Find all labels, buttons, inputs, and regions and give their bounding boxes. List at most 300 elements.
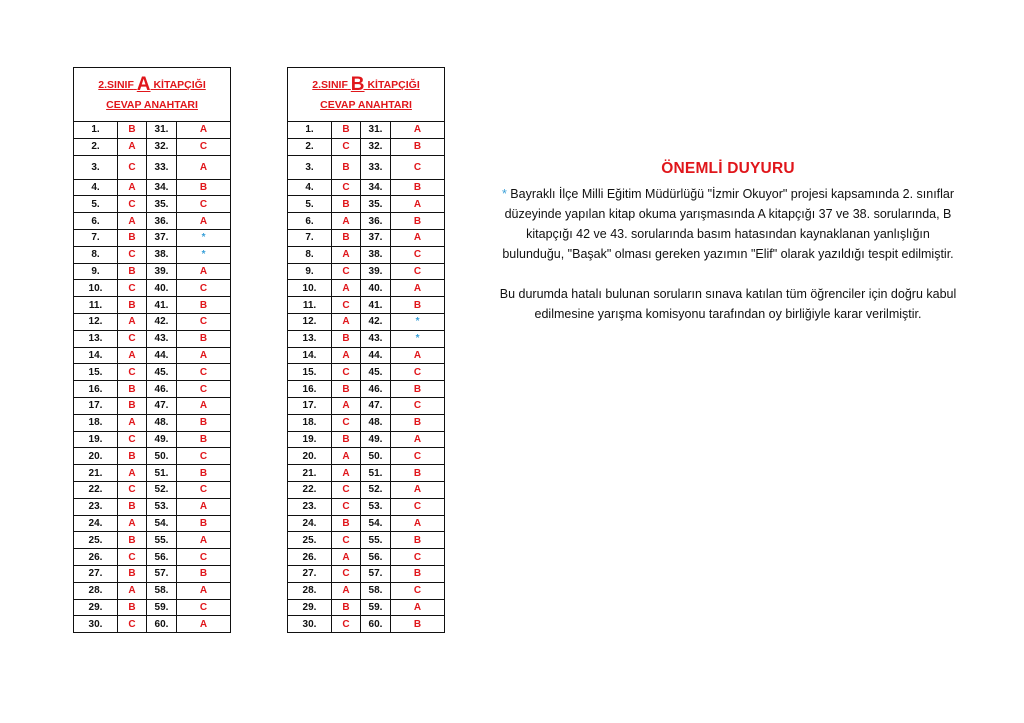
answer-letter: A — [391, 122, 445, 139]
answer-key-a-row — [74, 263, 231, 280]
answer-letter: A — [177, 155, 231, 179]
answer-letter: C — [177, 364, 231, 381]
answer-key-b-title: 2.SINIF B KİTAPÇIĞI — [312, 73, 420, 95]
answer-key-a-row — [74, 313, 231, 330]
question-number: 24. — [288, 515, 332, 532]
question-number: 40. — [147, 280, 177, 297]
answer-letter: C — [118, 155, 147, 179]
question-number: 55. — [361, 532, 391, 549]
notice-paragraph-2: Bu durumda hatalı bulunan soruların sınava katılan tüm öğrenciler için doğru kabul edilmesine yarışma komisyonu tarafından oy birliğiyle karar verilmiştir. — [499, 287, 957, 321]
question-number: 40. — [361, 280, 391, 297]
question-number: 46. — [361, 381, 391, 398]
question-number: 12. — [288, 313, 332, 330]
question-number: 60. — [147, 616, 177, 633]
question-number: 20. — [288, 448, 332, 465]
question-number: 41. — [147, 297, 177, 314]
question-number: 59. — [147, 599, 177, 616]
answer-letter: B — [332, 599, 361, 616]
answer-letter: B — [391, 616, 445, 633]
question-number: 17. — [288, 397, 332, 414]
answer-letter: B — [118, 599, 147, 616]
answer-letter: A — [177, 498, 231, 515]
answer-key-b-row — [288, 364, 445, 381]
question-number: 43. — [361, 330, 391, 347]
question-number: 5. — [288, 196, 332, 213]
question-number: 6. — [288, 213, 332, 230]
answer-letter: C — [332, 616, 361, 633]
answer-letter: A — [177, 263, 231, 280]
answer-letter: C — [391, 582, 445, 599]
answer-letter: B — [177, 330, 231, 347]
question-number: 20. — [74, 448, 118, 465]
answer-key-a-row — [74, 297, 231, 314]
answer-letter: C — [118, 330, 147, 347]
question-number: 34. — [147, 179, 177, 196]
answer-letter: C — [118, 280, 147, 297]
question-number: 25. — [74, 532, 118, 549]
question-number: 2. — [288, 138, 332, 155]
answer-letter: A — [332, 347, 361, 364]
answer-letter: A — [118, 347, 147, 364]
answer-letter: B — [332, 196, 361, 213]
question-number: 23. — [288, 498, 332, 515]
answer-letter: B — [391, 179, 445, 196]
question-number: 44. — [361, 347, 391, 364]
answer-key-b-row — [288, 532, 445, 549]
answer-letter: B — [118, 532, 147, 549]
answer-key-a-row — [74, 246, 231, 263]
answer-letter: C — [118, 481, 147, 498]
answer-key-b-row — [288, 582, 445, 599]
question-number: 36. — [361, 213, 391, 230]
answer-key-a-row — [74, 122, 231, 139]
question-number: 31. — [147, 122, 177, 139]
answer-key-b-row — [288, 138, 445, 155]
question-number: 39. — [147, 263, 177, 280]
answer-letter: B — [391, 465, 445, 482]
answer-letter: B — [332, 155, 361, 179]
answer-letter: B — [177, 297, 231, 314]
answer-letter: A — [332, 313, 361, 330]
question-number: 58. — [361, 582, 391, 599]
answer-letter: B — [118, 122, 147, 139]
question-number: 4. — [74, 179, 118, 196]
question-number: 60. — [361, 616, 391, 633]
question-number: 46. — [147, 381, 177, 398]
answer-key-a-row — [74, 616, 231, 633]
answer-letter: A — [118, 313, 147, 330]
answer-letter: * — [177, 229, 231, 246]
answer-key-a-row — [74, 599, 231, 616]
answer-letter: C — [177, 138, 231, 155]
question-number: 24. — [74, 515, 118, 532]
answer-letter: C — [332, 565, 361, 582]
answer-letter: C — [118, 616, 147, 633]
answer-letter: B — [177, 565, 231, 582]
asterisk-marker: * — [501, 187, 507, 201]
answer-letter: A — [391, 280, 445, 297]
answer-letter: A — [391, 196, 445, 213]
answer-letter: A — [177, 213, 231, 230]
answer-key-b-row — [288, 196, 445, 213]
question-number: 4. — [288, 179, 332, 196]
question-number: 59. — [361, 599, 391, 616]
answer-key-b-row — [288, 397, 445, 414]
answer-letter: B — [332, 330, 361, 347]
answer-letter: B — [332, 381, 361, 398]
question-number: 39. — [361, 263, 391, 280]
question-number: 19. — [288, 431, 332, 448]
question-number: 7. — [74, 229, 118, 246]
answer-key-a-row — [74, 179, 231, 196]
answer-letter: B — [118, 229, 147, 246]
question-number: 29. — [288, 599, 332, 616]
answer-letter: B — [391, 213, 445, 230]
answer-letter: C — [118, 431, 147, 448]
answer-letter: * — [391, 330, 445, 347]
question-number: 33. — [147, 155, 177, 179]
question-number: 9. — [74, 263, 118, 280]
question-number: 30. — [288, 616, 332, 633]
question-number: 8. — [74, 246, 118, 263]
answer-letter: A — [332, 448, 361, 465]
question-number: 44. — [147, 347, 177, 364]
answer-key-b-row — [288, 565, 445, 582]
answer-key-a-row — [74, 229, 231, 246]
answer-letter: A — [177, 347, 231, 364]
question-number: 53. — [361, 498, 391, 515]
answer-letter: A — [118, 138, 147, 155]
answer-letter: C — [332, 481, 361, 498]
answer-letter: B — [177, 465, 231, 482]
question-number: 12. — [74, 313, 118, 330]
answer-letter: B — [332, 431, 361, 448]
answer-letter: A — [332, 280, 361, 297]
answer-key-a-header — [74, 68, 231, 122]
answer-letter: B — [391, 565, 445, 582]
question-number: 48. — [361, 414, 391, 431]
question-number: 47. — [147, 397, 177, 414]
answer-letter: A — [177, 122, 231, 139]
question-number: 28. — [74, 582, 118, 599]
answer-letter: A — [391, 515, 445, 532]
question-number: 21. — [288, 465, 332, 482]
answer-key-b-subtitle: CEVAP ANAHTARI — [320, 98, 412, 111]
answer-letter: C — [391, 263, 445, 280]
answer-key-b-row — [288, 213, 445, 230]
question-number: 47. — [361, 397, 391, 414]
question-number: 42. — [361, 313, 391, 330]
answer-letter: C — [332, 498, 361, 515]
question-number: 56. — [147, 549, 177, 566]
answer-letter: * — [391, 313, 445, 330]
answer-letter: B — [118, 498, 147, 515]
answer-key-b-row — [288, 448, 445, 465]
answer-key-b-row — [288, 179, 445, 196]
answer-key-a-row — [74, 448, 231, 465]
question-number: 51. — [361, 465, 391, 482]
question-number: 19. — [74, 431, 118, 448]
answer-key-a-row — [74, 138, 231, 155]
question-number: 58. — [147, 582, 177, 599]
answer-letter: C — [118, 196, 147, 213]
answer-letter: C — [118, 246, 147, 263]
answer-letter: B — [391, 532, 445, 549]
question-number: 13. — [288, 330, 332, 347]
question-number: 26. — [288, 549, 332, 566]
question-number: 10. — [74, 280, 118, 297]
question-number: 18. — [288, 414, 332, 431]
answer-key-b-row — [288, 465, 445, 482]
answer-letter: C — [391, 155, 445, 179]
answer-letter: A — [118, 179, 147, 196]
answer-key-a-row — [74, 280, 231, 297]
answer-key-b-row — [288, 122, 445, 139]
question-number: 51. — [147, 465, 177, 482]
question-number: 32. — [361, 138, 391, 155]
answer-letter: B — [391, 414, 445, 431]
answer-key-b-row — [288, 414, 445, 431]
answer-key-a-row — [74, 330, 231, 347]
question-number: 26. — [74, 549, 118, 566]
answer-letter: C — [391, 364, 445, 381]
question-number: 41. — [361, 297, 391, 314]
question-number: 6. — [74, 213, 118, 230]
answer-key-b-row — [288, 263, 445, 280]
answer-letter: B — [332, 515, 361, 532]
question-number: 34. — [361, 179, 391, 196]
answer-letter: C — [332, 532, 361, 549]
answer-letter: A — [118, 515, 147, 532]
answer-key-a-row — [74, 414, 231, 431]
answer-key-a-row — [74, 213, 231, 230]
question-number: 54. — [147, 515, 177, 532]
question-number: 52. — [361, 481, 391, 498]
answer-key-a-row — [74, 532, 231, 549]
answer-key-a-row — [74, 515, 231, 532]
answer-letter: A — [118, 465, 147, 482]
answer-letter: B — [118, 448, 147, 465]
question-number: 38. — [361, 246, 391, 263]
important-notice — [498, 160, 958, 324]
answer-letter: A — [118, 213, 147, 230]
answer-letter: C — [177, 599, 231, 616]
question-number: 36. — [147, 213, 177, 230]
notice-paragraph-1-text: Bayraklı İlçe Milli Eğitim Müdürlüğü "İzmir Okuyor" projesi kapsamında 2. sınıflar düzeyinde yapılan kitap okuma yarışmasında A kitapçığı 37 ve 38. sorularında, B kitapçığı 42 ve 43. sorularında basım hatasından kaynaklanan yanlışlığın bulunduğu, "Başak" olması gereken yazımın "Elif" olarak yazıldığı tespit edilmiştir. — [502, 187, 955, 261]
answer-letter: B — [332, 122, 361, 139]
answer-letter: C — [332, 414, 361, 431]
answer-key-a-row — [74, 465, 231, 482]
answer-key-b-row — [288, 498, 445, 515]
question-number: 9. — [288, 263, 332, 280]
answer-key-a-row — [74, 498, 231, 515]
answer-key-b-row — [288, 381, 445, 398]
answer-letter: A — [332, 549, 361, 566]
answer-key-b-header — [288, 68, 445, 122]
question-number: 37. — [361, 229, 391, 246]
question-number: 16. — [74, 381, 118, 398]
answer-letter: A — [118, 414, 147, 431]
answer-letter: B — [118, 263, 147, 280]
answer-key-a-row — [74, 549, 231, 566]
question-number: 11. — [288, 297, 332, 314]
question-number: 14. — [74, 347, 118, 364]
answer-letter: * — [177, 246, 231, 263]
answer-key-a-row — [74, 431, 231, 448]
question-number: 43. — [147, 330, 177, 347]
question-number: 33. — [361, 155, 391, 179]
answer-letter: B — [391, 297, 445, 314]
answer-letter: A — [391, 481, 445, 498]
answer-letter: C — [118, 364, 147, 381]
question-number: 27. — [288, 565, 332, 582]
answer-letter: C — [332, 297, 361, 314]
question-number: 53. — [147, 498, 177, 515]
question-number: 2. — [74, 138, 118, 155]
question-number: 5. — [74, 196, 118, 213]
question-number: 22. — [288, 481, 332, 498]
answer-letter: C — [391, 397, 445, 414]
answer-key-a-row — [74, 397, 231, 414]
question-number: 56. — [361, 549, 391, 566]
question-number: 52. — [147, 481, 177, 498]
answer-letter: C — [177, 481, 231, 498]
question-number: 50. — [361, 448, 391, 465]
question-number: 14. — [288, 347, 332, 364]
answer-key-b-row — [288, 297, 445, 314]
question-number: 49. — [147, 431, 177, 448]
answer-key-a-row — [74, 364, 231, 381]
answer-letter: A — [391, 229, 445, 246]
answer-key-a-row — [74, 381, 231, 398]
answer-letter: C — [391, 246, 445, 263]
question-number: 45. — [147, 364, 177, 381]
answer-letter: A — [177, 532, 231, 549]
answer-key-a-row — [74, 196, 231, 213]
question-number: 1. — [288, 122, 332, 139]
question-number: 18. — [74, 414, 118, 431]
question-number: 3. — [74, 155, 118, 179]
question-number: 25. — [288, 532, 332, 549]
answer-letter: B — [391, 138, 445, 155]
answer-key-b-row — [288, 616, 445, 633]
answer-key-a — [73, 67, 231, 633]
answer-letter: B — [177, 414, 231, 431]
answer-key-a-row — [74, 347, 231, 364]
question-number: 37. — [147, 229, 177, 246]
answer-letter: C — [332, 179, 361, 196]
question-number: 27. — [74, 565, 118, 582]
question-number: 13. — [74, 330, 118, 347]
answer-letter: A — [177, 582, 231, 599]
question-number: 7. — [288, 229, 332, 246]
question-number: 8. — [288, 246, 332, 263]
answer-key-a-row — [74, 565, 231, 582]
question-number: 15. — [288, 364, 332, 381]
answer-letter: A — [118, 582, 147, 599]
question-number: 55. — [147, 532, 177, 549]
answer-letter: B — [391, 381, 445, 398]
question-number: 48. — [147, 414, 177, 431]
answer-key-a-subtitle: CEVAP ANAHTARI — [106, 98, 198, 111]
answer-letter: C — [177, 448, 231, 465]
answer-letter: A — [177, 397, 231, 414]
notice-title: ÖNEMLİ DUYURU — [661, 160, 795, 177]
question-number: 23. — [74, 498, 118, 515]
question-number: 17. — [74, 397, 118, 414]
answer-letter: B — [177, 431, 231, 448]
question-number: 21. — [74, 465, 118, 482]
answer-letter: C — [177, 313, 231, 330]
answer-key-b-row — [288, 155, 445, 179]
answer-key-b-row — [288, 599, 445, 616]
answer-letter: C — [177, 196, 231, 213]
question-number: 28. — [288, 582, 332, 599]
answer-letter: A — [332, 246, 361, 263]
answer-letter: B — [332, 229, 361, 246]
answer-letter: C — [177, 381, 231, 398]
answer-letter: A — [391, 347, 445, 364]
question-number: 30. — [74, 616, 118, 633]
question-number: 1. — [74, 122, 118, 139]
answer-letter: C — [177, 280, 231, 297]
answer-key-b-row — [288, 229, 445, 246]
answer-key-b-row — [288, 515, 445, 532]
answer-key-b-row — [288, 246, 445, 263]
question-number: 57. — [147, 565, 177, 582]
answer-key-a-row — [74, 481, 231, 498]
answer-key-b — [287, 67, 445, 633]
answer-letter: C — [391, 549, 445, 566]
question-number: 15. — [74, 364, 118, 381]
notice-paragraph-1 — [498, 184, 958, 264]
answer-letter: B — [177, 515, 231, 532]
question-number: 35. — [147, 196, 177, 213]
answer-letter: B — [177, 179, 231, 196]
answer-letter: A — [332, 582, 361, 599]
question-number: 16. — [288, 381, 332, 398]
answer-key-b-row — [288, 330, 445, 347]
answer-letter: C — [332, 263, 361, 280]
answer-key-b-row — [288, 280, 445, 297]
answer-letter: C — [391, 448, 445, 465]
question-number: 57. — [361, 565, 391, 582]
answer-key-b-row — [288, 313, 445, 330]
answer-key-b-row — [288, 347, 445, 364]
answer-letter: C — [177, 549, 231, 566]
question-number: 10. — [288, 280, 332, 297]
question-number: 50. — [147, 448, 177, 465]
question-number: 35. — [361, 196, 391, 213]
answer-letter: C — [391, 498, 445, 515]
answer-letter: B — [118, 381, 147, 398]
question-number: 42. — [147, 313, 177, 330]
answer-letter: A — [332, 397, 361, 414]
answer-letter: B — [118, 397, 147, 414]
answer-key-a-row — [74, 155, 231, 179]
answer-key-b-row — [288, 481, 445, 498]
question-number: 38. — [147, 246, 177, 263]
question-number: 31. — [361, 122, 391, 139]
answer-letter: C — [332, 138, 361, 155]
answer-letter: B — [118, 565, 147, 582]
answer-letter: A — [391, 599, 445, 616]
answer-key-b-row — [288, 431, 445, 448]
answer-letter: B — [118, 297, 147, 314]
question-number: 3. — [288, 155, 332, 179]
answer-letter: A — [332, 465, 361, 482]
answer-key-b-row — [288, 549, 445, 566]
